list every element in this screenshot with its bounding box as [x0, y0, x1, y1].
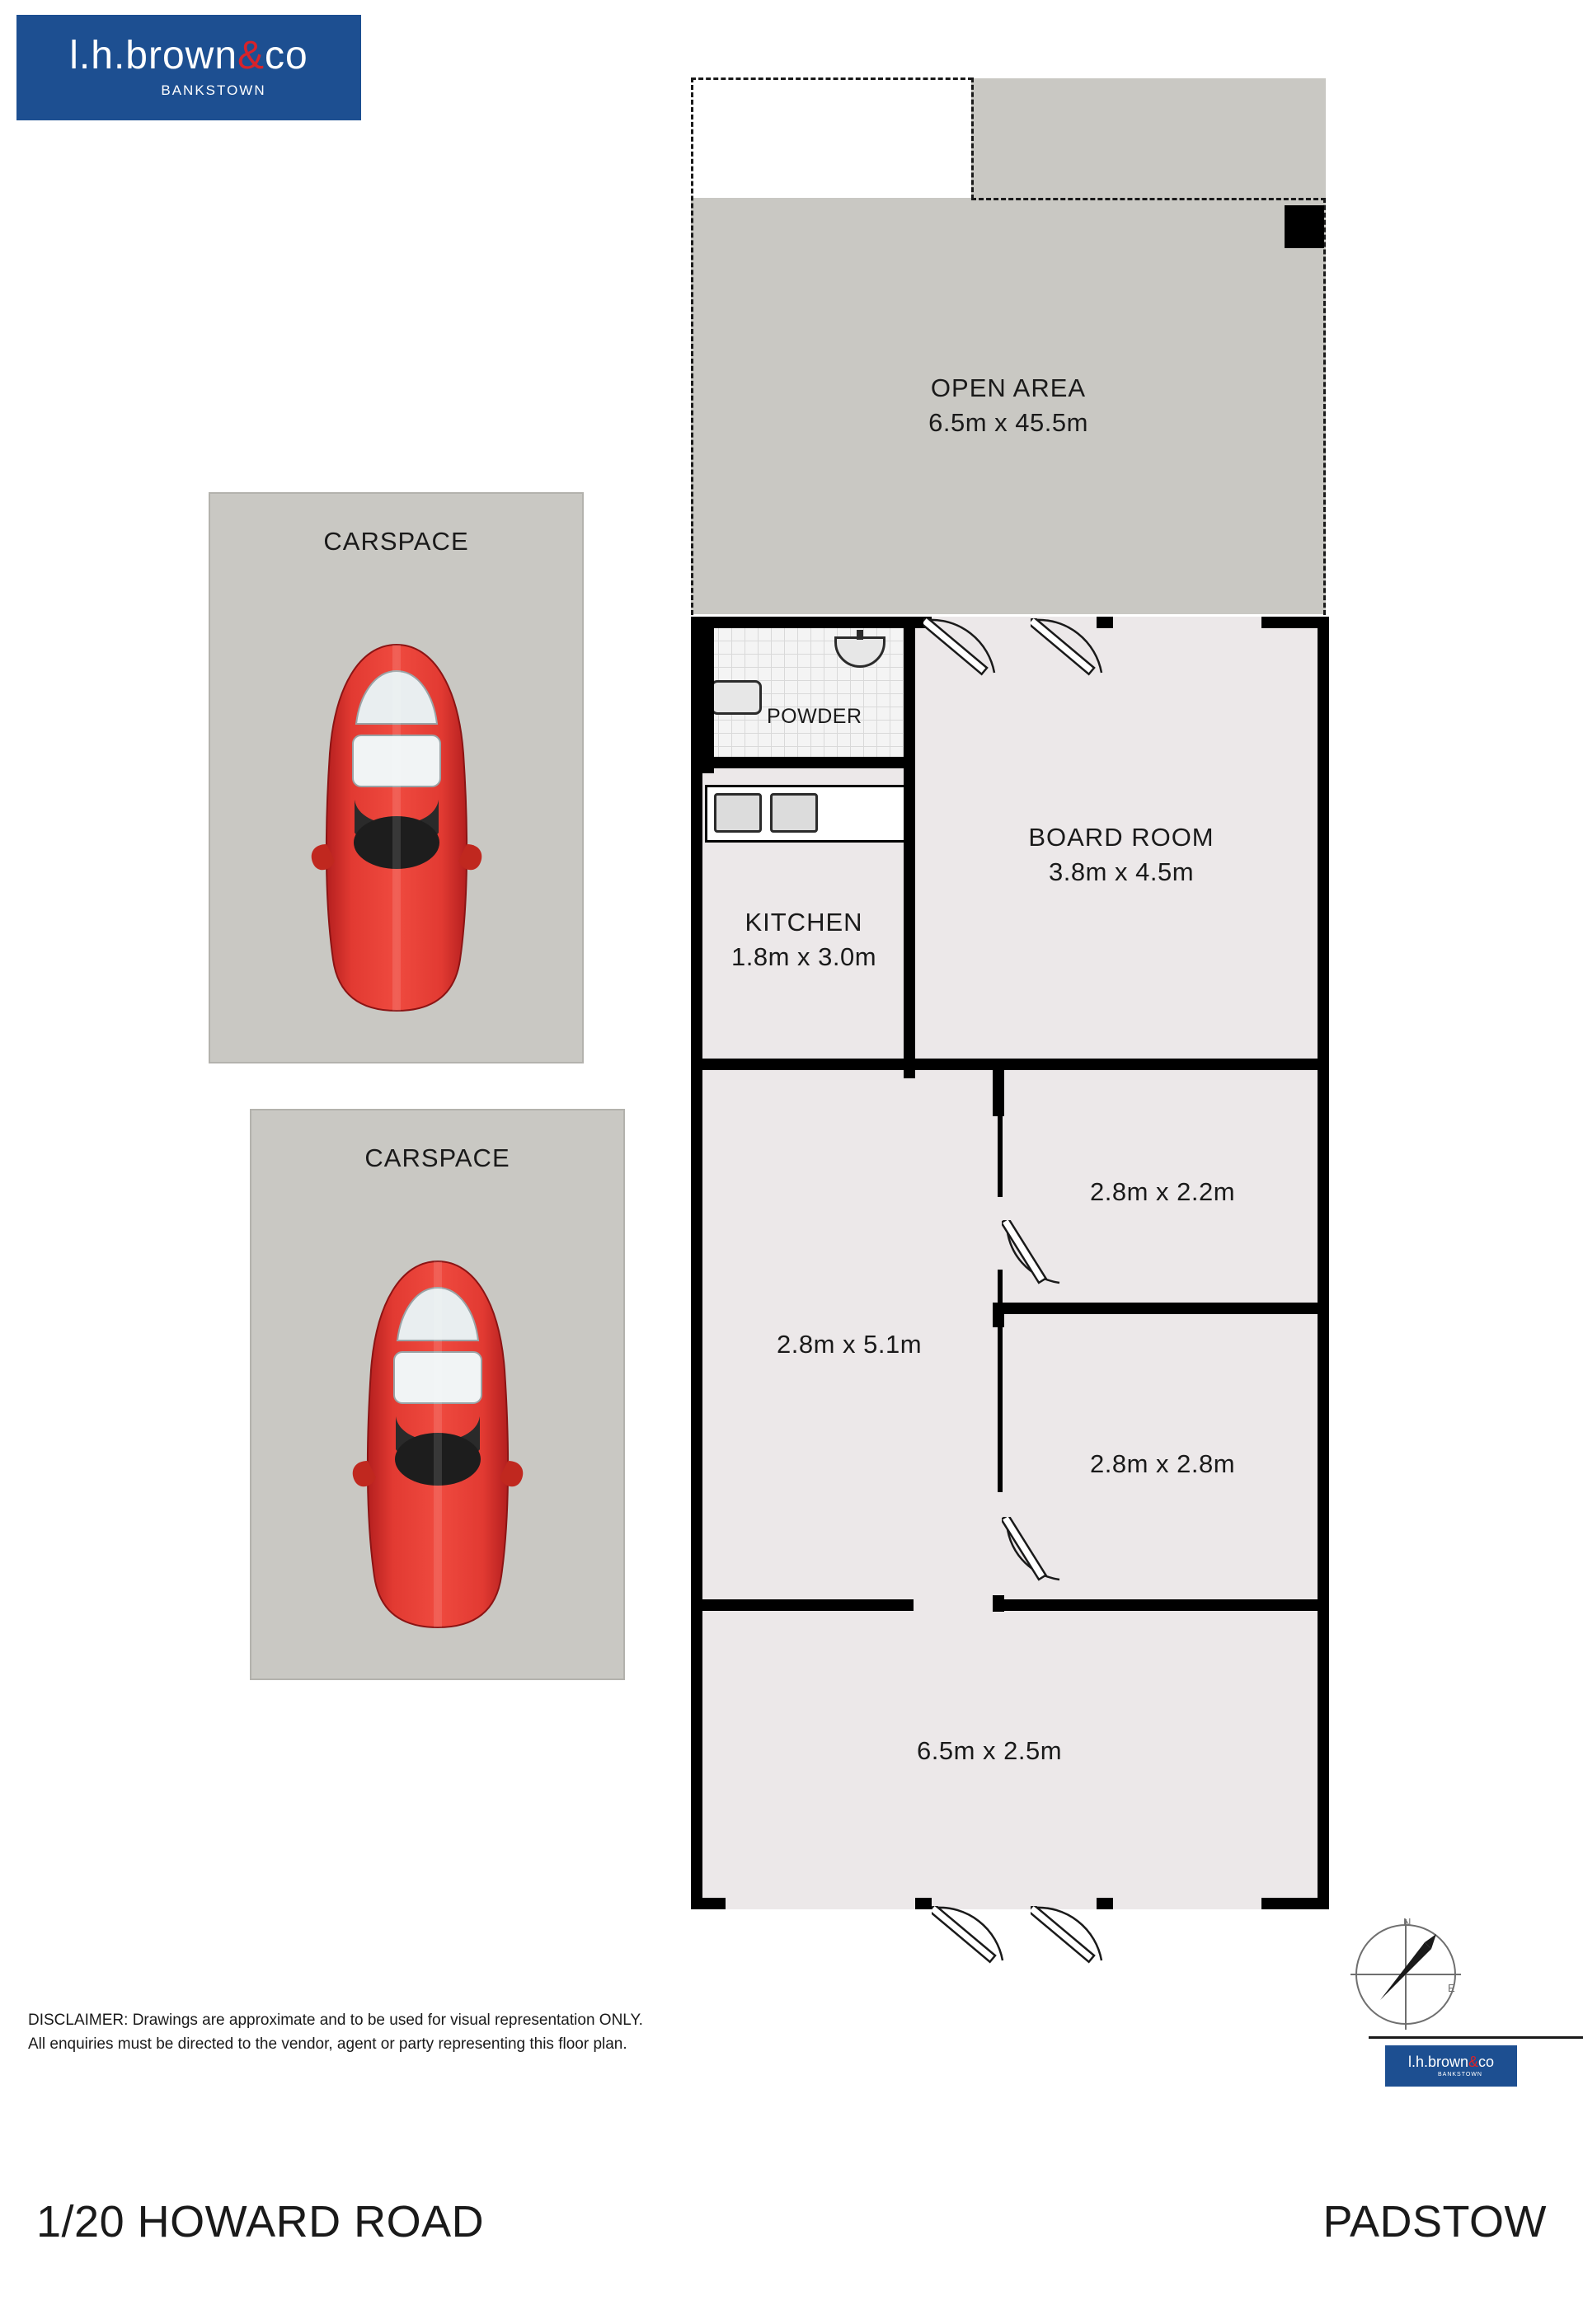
wall-large-office-bottom [691, 1599, 914, 1611]
open-area-notch [691, 78, 971, 198]
door-opening-top-right [1113, 617, 1261, 628]
disclaimer-line-2: All enquiries must be directed to the vendor, agent or party representing this floor plan. [28, 2035, 627, 2053]
compass-icon [1344, 1913, 1468, 2036]
board-room-title: BOARD ROOM [1028, 823, 1214, 852]
toilet-fixture-icon [711, 680, 762, 715]
footer-logo-suburb: BANKSTOWN [1438, 2072, 1482, 2078]
footer-logo-part1: l.h.brown [1407, 2054, 1468, 2070]
kitchen-title: KITCHEN [745, 908, 863, 937]
address-bar [0, 2176, 1583, 2267]
company-logo-text-part1: l.h.brown [69, 34, 238, 77]
office-small-top-label [1014, 1175, 1311, 1209]
front-room-label [734, 1734, 1245, 1768]
open-area-boundary-top-left [691, 77, 973, 80]
carspace-label-2: CARSPACE [364, 1143, 510, 1172]
open-area-label [691, 371, 1326, 440]
svg-text:N: N [1403, 1916, 1412, 1928]
office-large-dims: 2.8m x 5.1m [776, 1330, 923, 1359]
office-large-label [709, 1327, 989, 1362]
property-street-address: 1/20 HOWARD ROAD [36, 2197, 485, 2247]
front-room-dims: 6.5m x 2.5m [916, 1736, 1063, 1765]
office-small-top-dims: 2.8m x 2.2m [1089, 1177, 1236, 1206]
door-small-office-bottom [1002, 1517, 1076, 1591]
wall-small-offices-bottom [993, 1599, 1329, 1611]
board-room-label [915, 820, 1327, 890]
company-logo-ampersand: & [237, 34, 265, 77]
property-suburb: PADSTOW [1322, 2197, 1547, 2247]
wall-exterior-left [691, 617, 702, 1909]
door-entry-right [1031, 1906, 1130, 1972]
open-area-corner-marker [1285, 205, 1324, 248]
open-area-boundary-step [971, 77, 974, 200]
sink-basin-right-icon [770, 793, 818, 833]
disclaimer-text [28, 2009, 853, 2056]
wall-kitchen-boardroom [904, 617, 915, 1078]
wall-mid-horizontal [691, 1059, 1329, 1070]
carspace-label-1: CARSPACE [323, 527, 469, 556]
open-area-boundary-top-right [971, 198, 1326, 200]
company-logo-suburb: BANKSTOWN [161, 82, 266, 98]
company-logo-text-part2: co [265, 34, 308, 77]
footer-divider [1369, 2036, 1583, 2039]
kitchen-dims: 1.8m x 3.0m [730, 941, 877, 971]
door-top-right [1031, 618, 1130, 684]
door-opening-bottom-right [1113, 1898, 1261, 1909]
open-area-title: OPEN AREA [930, 373, 1087, 402]
kitchen-label [691, 905, 917, 974]
svg-text:E: E [1448, 1982, 1455, 1994]
wall-powder-left [702, 617, 714, 773]
footer-company-logo [1385, 2045, 1517, 2087]
powder-room-label: POWDER [767, 705, 862, 728]
window-opening-bottom-left [726, 1898, 915, 1909]
board-room-dims: 3.8m x 4.5m [1048, 857, 1195, 886]
footer-logo-ampersand: & [1468, 2054, 1479, 2070]
open-area-boundary-left [691, 77, 693, 615]
wall-office-divider-thin-a [998, 1082, 1003, 1197]
wall-between-small-offices [993, 1303, 1329, 1314]
disclaimer-line-1: DISCLAIMER: Drawings are approximate and to be used for visual representation ONLY. [28, 2012, 643, 2029]
footer-logo-part2: co [1478, 2054, 1495, 2070]
open-area-dims: 6.5m x 45.5m [928, 407, 1088, 437]
wall-exterior-right [1318, 617, 1329, 1909]
office-small-bottom-dims: 2.8m x 2.8m [1089, 1449, 1236, 1478]
basin-tap-icon [857, 630, 863, 640]
sink-basin-left-icon [714, 793, 762, 833]
footer-logo-text [1408, 2054, 1494, 2069]
wall-powder-bottom [702, 757, 915, 768]
door-small-office-top [1002, 1220, 1076, 1294]
office-small-bottom-label [1014, 1447, 1311, 1481]
door-entry-left [932, 1906, 1031, 1972]
door-top-left [923, 618, 1022, 684]
